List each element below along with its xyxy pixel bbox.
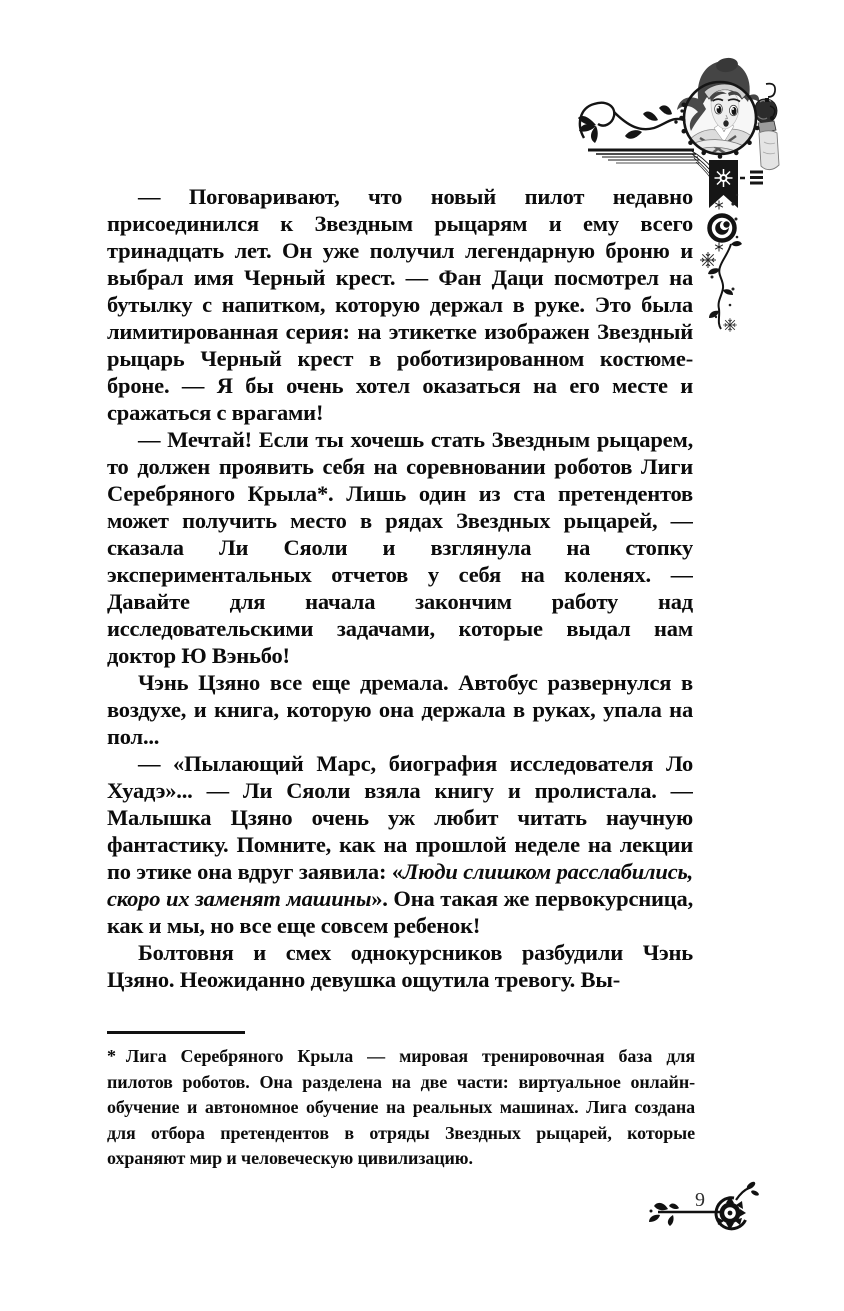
- body-text: [107, 183, 693, 1029]
- page-number: 9: [695, 1189, 705, 1211]
- footnote: [107, 1044, 695, 1172]
- paragraph: Чэнь Цзяно все еще дремала. Автобус развернулся в воздухе, и книга, которую она держала в руках, упала на пол...: [107, 670, 693, 749]
- leafy-stem-icon: [649, 1203, 720, 1226]
- paragraph: — Поговаривают, что новый пилот недавно присоединился к Звездным рыцарям и ему всего тринадцать лет. Он уже получил легендарную броню и выбрал имя Черный крест. — Фан Даци посмотрел на бутылку с напитком, которую держал в руке. Это была лимитированная серия: на этикетке изображен Звездный рыцарь Черный крест в роботизированном костюме-броне. — Я бы очень хотел оказаться на его месте и сражаться с врагами!: [107, 184, 693, 425]
- triple-bar-glyph-icon: [740, 172, 763, 183]
- footer-decoration: [646, 1178, 776, 1238]
- paragraph: — «Пылающий Марс, биография исследователя Ло Хуадэ»... — Ли Сяоли взяла книгу и пролистала. — Малышка Цзяно очень уж любит читать научную фантастику. Помните, как на прошлой неделе на лекции по этике она вдруг заявила: «Люди слишком расслабились, скоро их заменят машины». Она такая же первокурсница, как и мы, но все еще совсем ребенок!: [107, 751, 693, 938]
- sprout-icon: [736, 1180, 760, 1200]
- footnote-marker: *: [107, 1046, 116, 1066]
- paragraph: Болтовня и смех однокурсников разбудили Чэнь Цзяно. Неожиданно девушка ощутила тревогу. Вы-: [107, 940, 693, 992]
- paragraph: — Мечтай! Если ты хочешь стать Звездным рыцарем, то должен проявить себя на соревновании роботов Лиги Серебряного Крыла*. Лишь один из ста претендентов может получить место в рядах Звездных рыцарей, — сказала Ли Сяоли и взглянула на стопку экспериментальных отчетов у себя на коленях. — Давайте для начала закончим работу над исследовательскими задачами, которые выдал нам доктор Ю Вэньбо!: [107, 427, 693, 668]
- snowflake-vine-icon: [700, 241, 742, 332]
- ribbon-banner-star-icon: [709, 160, 738, 208]
- girl-pilot-portrait: [677, 57, 779, 170]
- gear-flower-icon: [716, 1196, 746, 1230]
- footnote-text: Лига Серебряного Крыла — мировая тренировочная база для пилотов роботов. Она разделена на две части: виртуальное онлайн-обучение и автономное обучение на реальных машинах. Лига создана для отбора претендентов в отряды Звездных рыцарей, которые охраняют мир и человеческую цивилизацию.: [107, 1046, 695, 1168]
- footnote-rule: [107, 1031, 245, 1034]
